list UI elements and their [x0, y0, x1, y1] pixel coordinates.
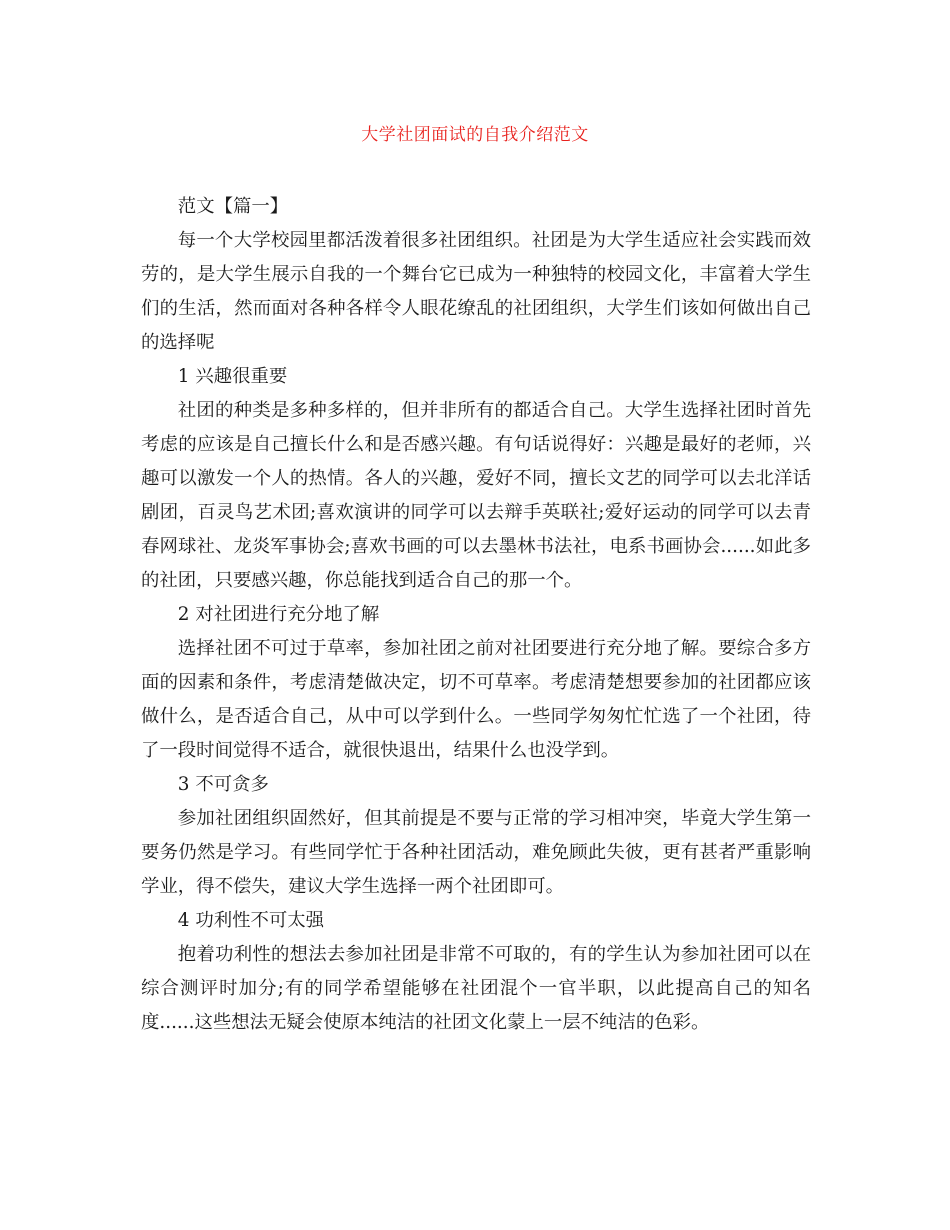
- section-heading: 范文【篇一】: [177, 196, 289, 217]
- subheading: 1 兴趣很重要: [177, 366, 288, 387]
- document-body: [141, 190, 811, 1040]
- paragraph: 每一个大学校园里都活泼着很多社团组织。社团是为大学生适应社会实践而效劳的，是大学生展示自我的一个舞台它已成为一种独特的校园文化，丰富着大学生们的生活，然而面对各种各样令人眼花缭乱的社团组织，大学生们该如何做出自己的选择呢: [141, 230, 811, 353]
- paragraph: 社团的种类是多种多样的，但并非所有的都适合自己。大学生选择社团时首先考虑的应该是自己擅长什么和是否感兴趣。有句话说得好：兴趣是最好的老师，兴趣可以激发一个人的热情。各人的兴趣，爱好不同，擅长文艺的同学可以去北洋话剧团，百灵鸟艺术团;喜欢演讲的同学可以去辩手英联社;爱好运动的同学可以去青春网球社、龙炎军事协会;喜欢书画的可以去墨林书法社，电系书画协会......如此多的社团，只要感兴趣，你总能找到适合自己的那一个。: [141, 400, 811, 591]
- subheading: 2 对社团进行充分地了解: [177, 604, 380, 625]
- document-title: 大学社团面试的自我介绍范文: [361, 125, 589, 145]
- paragraph: 抱着功利性的想法去参加社团是非常不可取的，有的学生认为参加社团可以在综合测评时加分;有的同学希望能够在社团混个一官半职，以此提高自己的知名度......这些想法无疑会使原本纯洁的社团文化蒙上一层不纯洁的色彩。: [141, 944, 811, 1033]
- paragraph: 参加社团组织固然好，但其前提是不要与正常的学习相冲突，毕竟大学生第一要务仍然是学习。有些同学忙于各种社团活动，难免顾此失彼，更有甚者严重影响学业，得不偿失，建议大学生选择一两个社团即可。: [141, 808, 811, 897]
- paragraph: 选择社团不可过于草率，参加社团之前对社团要进行充分地了解。要综合多方面的因素和条件，考虑清楚做决定，切不可草率。考虑清楚想要参加的社团都应该做什么，是否适合自己，从中可以学到什么。一些同学匆匆忙忙选了一个社团，待了一段时间觉得不适合，就很快退出，结果什么也没学到。: [141, 638, 811, 761]
- subheading: 3 不可贪多: [177, 774, 269, 795]
- subheading: 4 功利性不可太强: [177, 910, 325, 931]
